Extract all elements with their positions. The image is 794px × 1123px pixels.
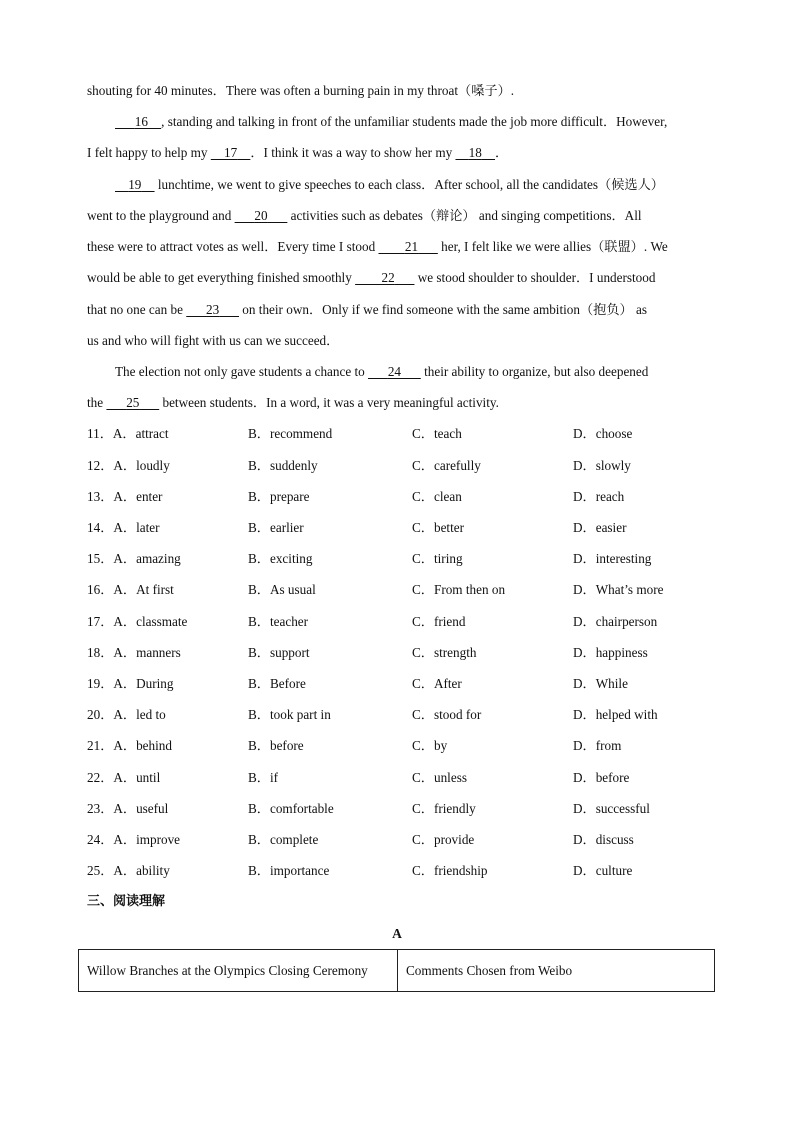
option-b: B．took part in: [248, 707, 331, 722]
option-a: 22．A．until: [87, 770, 161, 785]
question-row: [87, 736, 727, 756]
blank-22: 22: [381, 270, 395, 285]
passage-line: 19 lunchtime, we went to give speeches to each class．After school, all the candidates（候选人）: [115, 175, 664, 195]
option-a: 19．A．During: [87, 676, 174, 691]
option-c: C．friendship: [412, 863, 488, 878]
option-a: 14．A．later: [87, 520, 160, 535]
question-row: [87, 674, 727, 694]
option-a: 20．A．led to: [87, 707, 166, 722]
table-cell: Willow Branches at the Olympics Closing Ceremony: [79, 950, 398, 992]
table-cell: Comments Chosen from Weibo: [398, 950, 715, 992]
option-d: D．happiness: [573, 645, 648, 660]
blank-19: 19: [128, 177, 142, 192]
question-row: [87, 643, 727, 663]
option-b: B．Before: [248, 676, 306, 691]
option-c: C．From then on: [412, 582, 506, 597]
option-c: C．by: [412, 738, 448, 753]
passage-line: I felt happy to help my 17 ．I think it was a way to show her my 18 ．: [87, 145, 509, 160]
blank-24: 24: [387, 364, 402, 379]
option-c: C．strength: [412, 645, 477, 660]
question-row: [87, 424, 727, 444]
option-c: C．clean: [412, 489, 462, 504]
option-c: C．After: [412, 676, 462, 691]
option-a: 13．A．enter: [87, 489, 163, 504]
option-c: C．friendly: [412, 801, 476, 816]
passage-line: 16 , standing and talking in front of the unfamiliar students made the job more difficult．However,: [115, 112, 667, 132]
option-b: B．As usual: [248, 582, 316, 597]
question-row: [87, 861, 727, 881]
passage-title: A: [392, 926, 402, 941]
option-a: 15．A．amazing: [87, 551, 181, 566]
option-d: D．from: [573, 738, 622, 753]
option-d: D．choose: [573, 426, 633, 441]
option-b: B．recommend: [248, 426, 333, 441]
blank-18: 18: [468, 145, 482, 160]
option-a: 21．A．behind: [87, 738, 172, 753]
option-d: D．helped with: [573, 707, 658, 722]
question-row: [87, 549, 727, 569]
blank-25: 25: [126, 395, 140, 410]
passage-line: that no one can be 23 on their own．Only if we find someone with the same ambition（抱负） as: [87, 302, 648, 317]
option-a: 17．A．classmate: [87, 614, 188, 629]
option-c: C．teach: [412, 426, 462, 441]
reading-table: [78, 949, 715, 992]
option-d: D．While: [573, 676, 628, 691]
option-c: C．stood for: [412, 707, 482, 722]
passage-line: us and who will fight with us can we succeed．: [87, 333, 340, 348]
question-row: [87, 612, 727, 632]
passage-line: these were to attract votes as well．Every time I stood 21 her, I felt like we were allies（联盟）. We: [87, 239, 668, 254]
option-b: B．prepare: [248, 489, 310, 504]
option-b: B．importance: [248, 863, 330, 878]
option-a: 23．A．useful: [87, 801, 169, 816]
option-a: 25．A．ability: [87, 863, 170, 878]
option-a: 11．A．attract: [87, 426, 169, 441]
option-b: B．complete: [248, 832, 319, 847]
option-d: D．easier: [573, 520, 627, 535]
question-row: [87, 456, 727, 476]
passage-line: would be able to get everything finished smoothly 22 we stood shoulder to shoulder．I understood: [87, 270, 656, 285]
table-row: [79, 950, 715, 992]
option-c: C．provide: [412, 832, 475, 847]
question-row: [87, 518, 727, 538]
blank-16: 16: [134, 114, 148, 129]
option-a: 18．A．manners: [87, 645, 181, 660]
option-a: 16．A．At first: [87, 582, 174, 597]
option-c: C．better: [412, 520, 465, 535]
option-d: D．slowly: [573, 458, 631, 473]
option-b: B．support: [248, 645, 310, 660]
question-row: [87, 487, 727, 507]
option-d: D．before: [573, 770, 630, 785]
option-c: C．unless: [412, 770, 467, 785]
passage-line: went to the playground and 20 activities such as debates（辩论） and singing competitions．All: [87, 208, 642, 223]
blank-23: 23: [206, 302, 220, 317]
option-d: D．reach: [573, 489, 625, 504]
passage-line: shouting for 40 minutes．There was often a burning pain in my throat（嗓子）.: [87, 83, 515, 98]
option-d: D．discuss: [573, 832, 634, 847]
option-d: D．successful: [573, 801, 650, 816]
option-b: B．earlier: [248, 520, 304, 535]
section-heading: 三、阅读理解: [87, 894, 166, 909]
option-a: 12．A．loudly: [87, 458, 170, 473]
option-b: B．before: [248, 738, 304, 753]
option-d: D．culture: [573, 863, 633, 878]
option-b: B．if: [248, 770, 279, 785]
question-row: [87, 799, 727, 819]
blank-20: 20: [254, 208, 268, 223]
question-row: [87, 580, 727, 600]
question-row: [87, 768, 727, 788]
passage-line: the 25 between students．In a word, it was a very meaningful activity.: [87, 395, 499, 410]
option-d: D．What’s more: [573, 582, 664, 597]
option-a: 24．A．improve: [87, 832, 181, 847]
option-b: B．comfortable: [248, 801, 334, 816]
option-b: B．exciting: [248, 551, 313, 566]
question-row: [87, 705, 727, 725]
option-b: B．teacher: [248, 614, 309, 629]
question-row: [87, 830, 727, 850]
blank-21: 21: [404, 239, 419, 254]
option-c: C．friend: [412, 614, 466, 629]
option-d: D．chairperson: [573, 614, 658, 629]
option-d: D．interesting: [573, 551, 652, 566]
blank-17: 17: [223, 145, 238, 160]
passage-line: The election not only gave students a chance to 24 their ability to organize, but also deepened: [115, 364, 649, 379]
option-b: B．suddenly: [248, 458, 318, 473]
option-c: C．carefully: [412, 458, 481, 473]
option-c: C．tiring: [412, 551, 463, 566]
